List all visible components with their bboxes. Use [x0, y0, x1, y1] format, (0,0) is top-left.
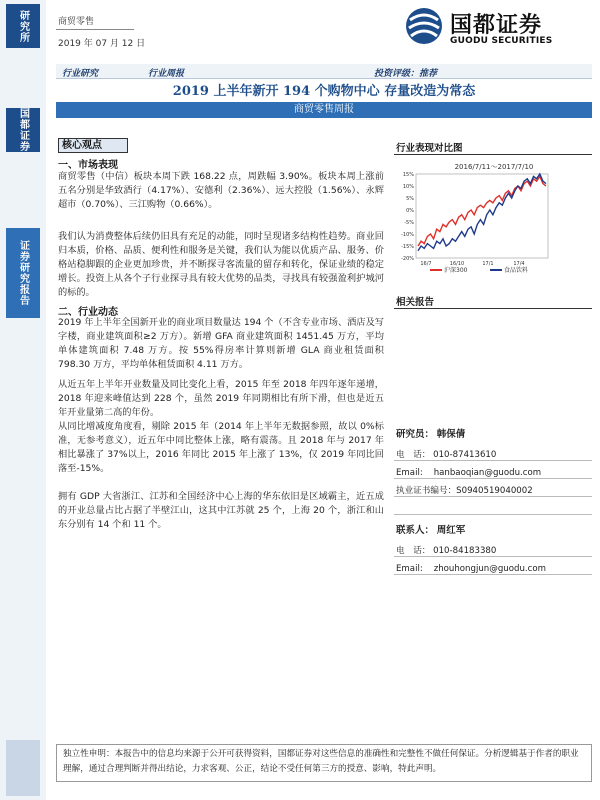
chart-svg	[396, 160, 592, 280]
paragraph-market: 商贸零售（中信）板块本周下跌 168.22 点，周跌幅 3.90%。板块本周上涨前五名分别是华致酒行（4.17%）、安德利（2.36%）、远大控股（1.56%）、永辉超市（0.70%）、三江购物（0.66%）。	[58, 171, 384, 210]
series-line-1	[418, 174, 546, 251]
analyst-phone: 010-87413610	[433, 450, 497, 460]
analyst-name: 韩保倩	[436, 429, 466, 440]
analyst-cert: S0940519040002	[456, 486, 533, 496]
chart-heading-rule	[394, 154, 592, 155]
tag-weekly: 行业周报	[148, 69, 185, 79]
y-tick-label: -15%	[401, 244, 414, 250]
analyst-cert-label: 执业证书编号：	[396, 486, 457, 496]
section-market-title: 一、市场表现	[58, 160, 118, 171]
paragraph-region: 拥有 GDP 大省浙江、江苏和全国经济中心上海的华东依旧是区域霸主，近五成的开业总量占比占据了半壁江山，这其中江苏就 25 个，上海 20 个，浙江和山东分别有 14 个和 11 个。	[58, 491, 384, 530]
header-divider	[56, 29, 134, 30]
x-tick-label: 17/4	[513, 261, 525, 267]
contact-divider-4	[394, 514, 592, 515]
contact-phone-label: 电 话：	[396, 546, 431, 556]
contact-role-label: 联系人：	[396, 525, 435, 536]
core-views-heading: 核心观点	[58, 138, 128, 153]
x-tick-label: 16/10	[449, 261, 465, 267]
y-tick-label: -10%	[401, 232, 414, 238]
contact-divider-5	[394, 556, 592, 557]
x-tick-label: 17/1	[482, 261, 494, 267]
analyst-email-label: Email:	[396, 468, 423, 478]
section-dynamics-title: 二、行业动态	[58, 307, 118, 318]
contact-divider-2	[394, 478, 592, 479]
y-tick-label: 0%	[406, 208, 414, 214]
tag-research: 行业研究	[62, 69, 99, 79]
company-logo	[404, 6, 594, 52]
contact-divider-3	[394, 496, 592, 497]
contact-email[interactable]: zhouhongjun@guodu.com	[433, 564, 546, 574]
contact-email-label: Email:	[396, 564, 423, 574]
report-tag-bar	[56, 64, 592, 79]
report-date: 2019 年 07 月 12 日	[58, 39, 146, 49]
chart-heading: 行业表现对比图	[396, 143, 463, 154]
contact-name: 周红军	[436, 525, 466, 536]
paragraph-trend: 从近五年上半年开业数量及同比变化上看，2015 年至 2018 年四年逐年递增，2018 年迎来峰值达到 228 个，虽然 2019 年同期相比有所下滑，但也是近五年开业量第二高的年份。	[58, 379, 384, 418]
sidebar-label-company: 国都证券	[6, 108, 40, 152]
x-tick-label: 16/7	[420, 261, 432, 267]
related-reports-heading: 相关报告	[396, 297, 435, 308]
series-line-0	[418, 176, 546, 246]
logo-text-en: GUODU SECURITIES	[450, 36, 553, 46]
tag-rating: 投资评级：推荐	[374, 69, 438, 79]
logo-text-cn: 国都证券	[450, 13, 543, 38]
chart-title: 2016/7/11～2017/7/10	[454, 163, 534, 171]
legend-label-0: 沪深300	[444, 267, 468, 274]
report-title: 2019 上半年新开 194 个购物中心 存量改造为常态	[172, 84, 476, 99]
contact-divider-1	[394, 460, 592, 461]
related-reports-rule	[394, 308, 592, 309]
sidebar-bottom-block	[6, 740, 40, 796]
analyst-role-label: 研究员：	[396, 429, 435, 440]
left-sidebar	[0, 0, 46, 800]
report-subtitle: 商贸零售周报	[56, 102, 592, 118]
y-tick-label: 5%	[406, 196, 414, 202]
sidebar-label-research: 研究所	[6, 4, 40, 48]
header-industry: 商贸零售	[58, 17, 95, 27]
analyst-phone-label: 电 话：	[396, 450, 431, 460]
paragraph-outlook: 我们认为消费整体后续仍旧具有充足的动能，同时呈现诸多结构性趋势。商业回归本质，价格、品质、便利性和服务是关键，我们认为能以优质产品、服务、价格站稳脚跟的企业更加珍贵，并不断探寻客流量的留存和转化，保证业绩的稳定增长。投资上从各个子行业探寻具有较大优势的品类，寻找具有较强盈利护城河的标的。	[58, 231, 384, 298]
analyst-block	[396, 428, 541, 502]
legend-label-1: 食品饮料	[504, 267, 529, 274]
y-tick-label: 10%	[402, 184, 414, 190]
y-tick-label: -20%	[401, 256, 414, 262]
industry-performance-chart	[396, 160, 592, 280]
disclaimer-box: 独立性申明：本报告中的信息均来源于公开可获得资料，国都证券对这些信息的准确性和完整性不做任何保证。分析逻辑基于作者的职业理解，通过合理判断并得出结论，力求客观、公正，结论不受任何第三方的授意、影响，特此声明。	[56, 744, 592, 782]
sidebar-label-report-type: 证券研究报告	[6, 228, 40, 318]
contact-person-block	[396, 524, 546, 580]
y-tick-label: -5%	[404, 220, 414, 226]
analyst-email[interactable]: hanbaoqian@guodu.com	[433, 468, 542, 478]
chart-frame	[416, 174, 548, 258]
paragraph-openings: 2019 年上半年全国新开业的商业项目数量达 194 个（不含专业市场、酒店及写字楼，商业建筑面积≥2 万方）。新增 GFA 商业建筑面积 1451.45 万方，平均单体建筑面积 7.48 万方。按 55%得房率计算则新增 GLA 商业租赁面积 798.30 万方，平均单体租赁面积 4.11 万方。	[58, 317, 384, 370]
contact-divider-6	[394, 574, 592, 575]
paragraph-yoy: 从同比增减度角度看，剔除 2015 年（2014 年上半年无数据参照，故以 0%标准，无参考意义），近五年中同比整体上涨，略有震荡。且 2018 年与 2017 年相比暴涨了 37%以上，2016 年同比 2015 年上涨了 13%，仅 2019 年同比回落至-15%。	[58, 421, 384, 474]
contact-phone: 010-84183380	[433, 546, 497, 556]
logo-mark-icon	[404, 6, 444, 46]
y-tick-label: 15%	[402, 172, 414, 178]
